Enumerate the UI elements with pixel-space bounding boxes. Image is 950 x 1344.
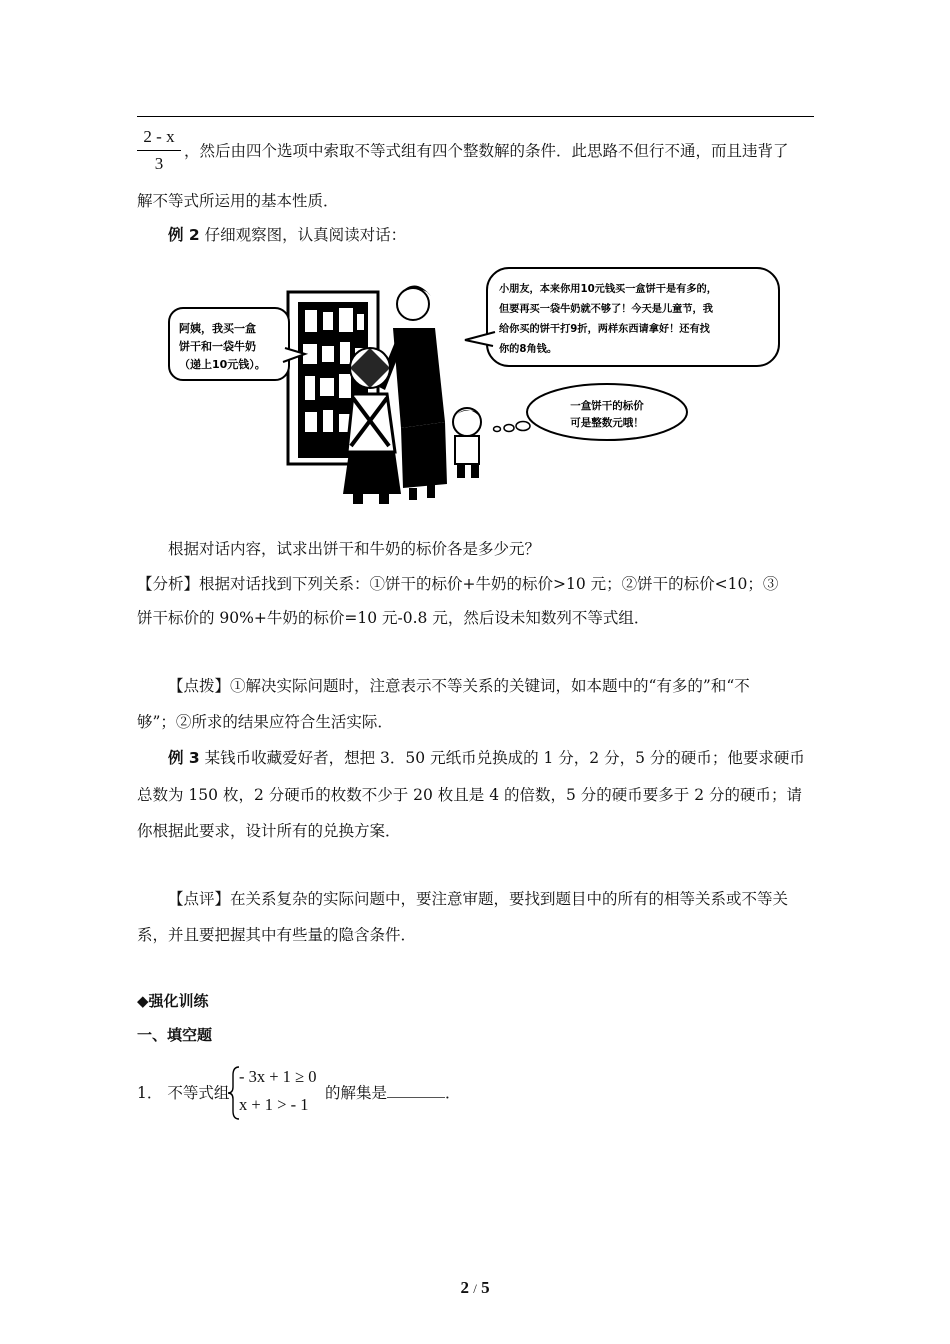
fraction-denominator: 3 <box>154 154 164 173</box>
header-rule <box>137 116 814 117</box>
question-1-tail-text: 的解集是 <box>325 1084 388 1102</box>
example2-label: 例 2 <box>168 226 200 244</box>
example3-line1 <box>168 747 845 769</box>
page-total: 5 <box>481 1278 490 1297</box>
question-1-label <box>137 1081 229 1103</box>
bubble-thought-line1: 一盒饼干的标价 <box>570 400 644 412</box>
bubble-right-line2: 但要再买一袋牛奶就不够了！今天是儿童节，我 <box>499 304 713 315</box>
inequality-1: - 3x + 1 ≥ 0 <box>239 1067 317 1086</box>
fraction-bar <box>137 150 181 151</box>
review-line1: 【点评】在关系复杂的实际问题中，要注意审题，要找到题目中的所有的相等关系或不等关 <box>168 890 789 908</box>
fraction <box>137 126 181 175</box>
section-fill-blank: 一、填空题 <box>137 1026 213 1044</box>
bubble-left-line2: 饼干和一袋牛奶 <box>179 340 256 353</box>
para1-line2: 解不等式所运用的基本性质． <box>137 192 339 210</box>
page-slash: / <box>473 1281 477 1296</box>
page-number: 2 <box>460 1278 469 1297</box>
hint-line2: 够”；②所求的结果应符合生活实际． <box>137 713 393 731</box>
example3-text: 某钱币收藏爱好者，想把 3．50 元纸币兑换成的 1 分，2 分，5 分的硬币；他要求硬币 <box>204 749 805 767</box>
page-footer <box>0 1278 950 1298</box>
bubble-right-line1: 小朋友，本来你用10元钱买一盒饼干是有多的， <box>499 284 717 295</box>
question-1-end: ． <box>445 1084 461 1102</box>
fraction-numerator: 2 - x <box>143 127 175 146</box>
example2-text: 仔细观察图，认真阅读对话： <box>204 226 407 244</box>
question-1-text: 不等式组 <box>167 1084 230 1102</box>
analysis-line1: 【分析】根据对话找到下列关系：①饼干的标价+牛奶的标价>10 元；②饼干的标价<10；③ <box>137 575 779 593</box>
bubble-right-line3: 给你买的饼干打9折，两样东西请拿好！还有找 <box>499 324 710 335</box>
bubble-thought-line2: 可是整数元哦！ <box>570 417 644 429</box>
section-training: ◆强化训练 <box>137 992 209 1010</box>
example2 <box>168 224 845 246</box>
bubble-left-line1: 阿姨，我买一盒 <box>179 322 256 335</box>
review-line2: 系，并且要把握其中有些量的隐含条件． <box>137 926 417 944</box>
comic-illustration <box>165 262 783 514</box>
example3-label: 例 3 <box>168 749 200 767</box>
bubble-right-line4: 你的8角钱。 <box>499 344 558 355</box>
question-1-number: 1． <box>137 1084 163 1102</box>
example3-line2: 总数为 150 枚，2 分硬币的枚数不少于 20 枚且是 4 的倍数，5 分的硬币要多于 2 分的硬币；请 <box>137 786 803 804</box>
hint-line1: 【点拨】①解决实际问题时，注意表示不等关系的关键词，如本题中的“有多的”和“不 <box>168 677 750 695</box>
answer-blank[interactable] <box>387 1081 445 1098</box>
para1-line1: ，然后由四个选项中索取不等式组有四个整数解的条件．此思路不但行不通，而且违背了 <box>184 142 789 160</box>
question2: 根据对话内容，试求出饼干和牛奶的标价各是多少元？ <box>168 540 541 558</box>
example3-line3: 你根据此要求，设计所有的兑换方案． <box>137 822 401 840</box>
inequality-2: x + 1 > - 1 <box>239 1095 309 1114</box>
analysis-line2: 饼干标价的 90%+牛奶的标价=10 元-0.8 元，然后设未知数列不等式组． <box>137 609 650 627</box>
question-1-tail <box>325 1081 461 1103</box>
bubble-left-line3: （递上10元钱）。 <box>179 358 266 371</box>
